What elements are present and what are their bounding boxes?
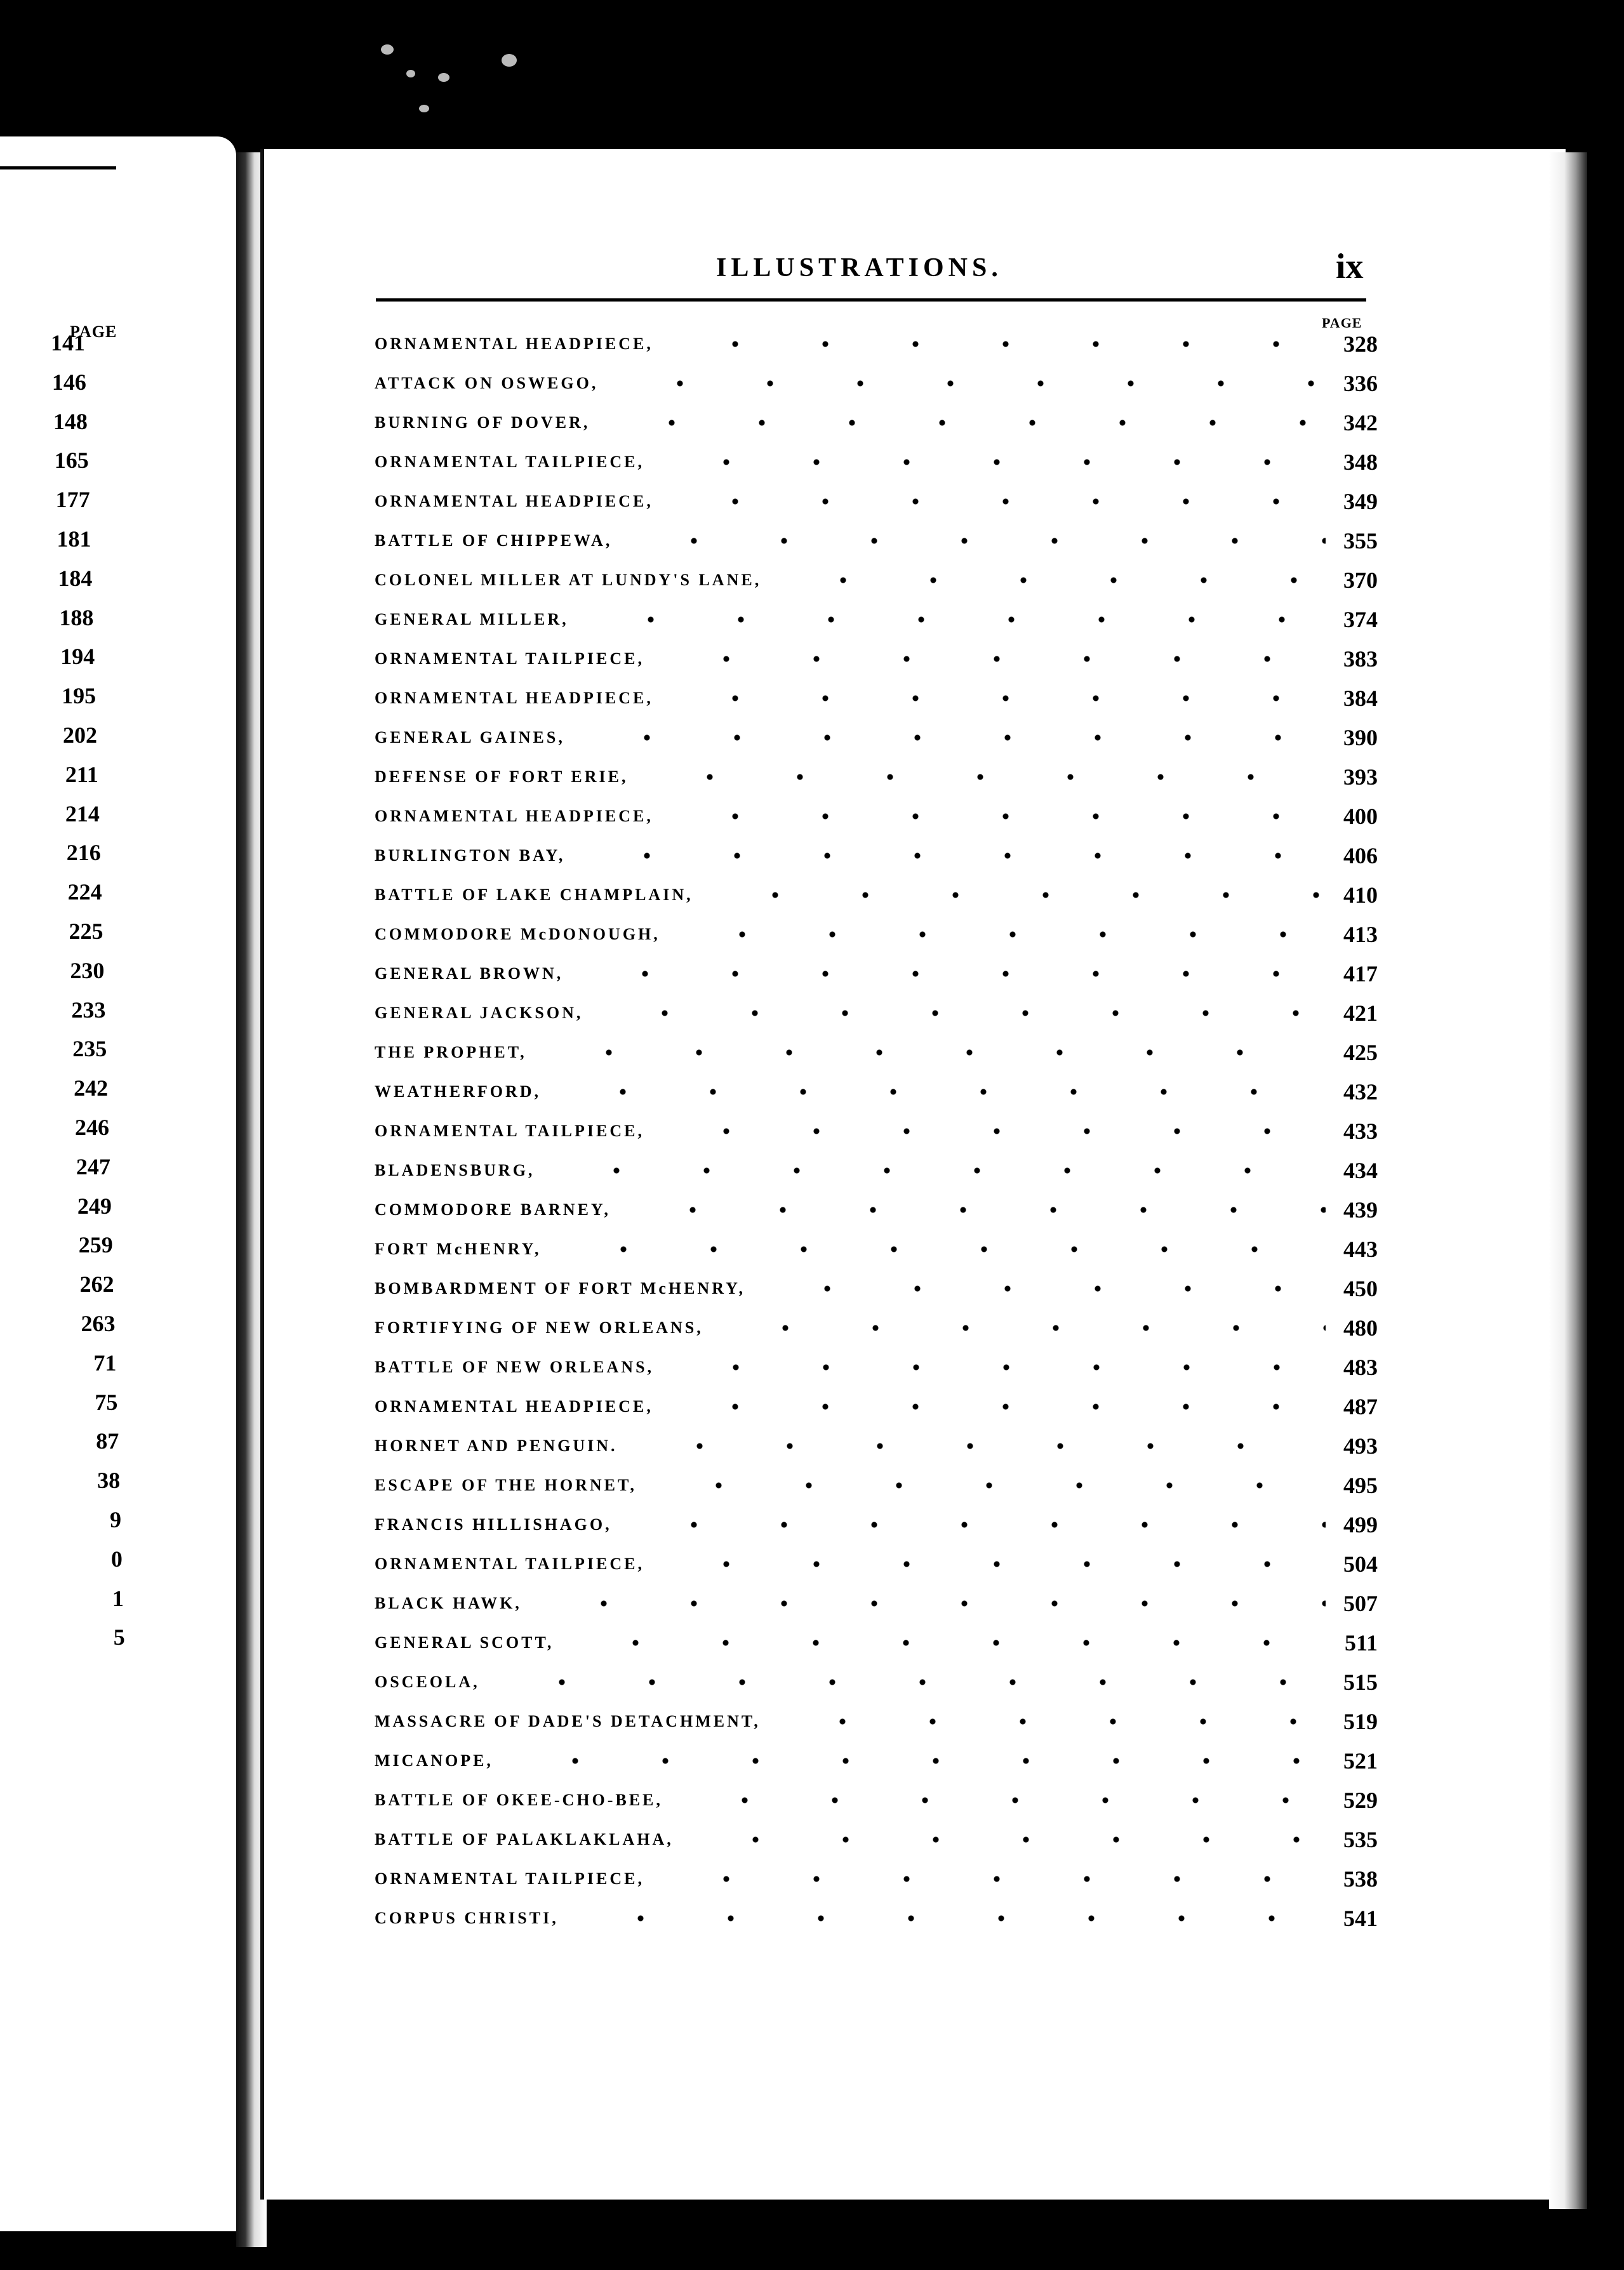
dot-leader <box>609 380 1326 387</box>
dust-speck <box>406 70 415 77</box>
dot-leader <box>565 1640 1326 1646</box>
dot-leader <box>665 813 1326 820</box>
list-item <box>375 482 1378 521</box>
left-page-number-value: 184 <box>58 565 93 591</box>
left-page-number-value: 202 <box>63 722 97 748</box>
left-page-number-value: 1 <box>112 1585 124 1611</box>
illustration-title: OSCEOLA, <box>375 1673 480 1691</box>
list-item <box>375 443 1378 481</box>
left-page-number-value: 0 <box>110 1546 123 1572</box>
left-page-number <box>0 641 95 672</box>
dot-leader <box>623 538 1326 544</box>
left-page-number <box>0 1583 124 1614</box>
dot-leader <box>553 1246 1326 1252</box>
illustration-page: 355 <box>1343 528 1378 554</box>
left-page-number-value: 249 <box>77 1193 112 1219</box>
dot-leader <box>656 459 1326 465</box>
left-page-number-value: 216 <box>66 840 101 866</box>
illustration-title: FORTIFYING OF NEW ORLEANS, <box>375 1318 703 1337</box>
left-page-number <box>0 1112 109 1143</box>
left-page-number-value: 5 <box>113 1624 125 1650</box>
illustration-page: 443 <box>1343 1237 1378 1262</box>
left-page-number <box>0 994 105 1026</box>
illustration-title: BATTLE OF OKEE-CHO-BEE, <box>375 1791 663 1809</box>
list-item <box>375 404 1378 442</box>
illustration-title: BATTLE OF CHIPPEWA, <box>375 531 613 550</box>
left-page-number <box>0 798 100 830</box>
dot-leader <box>665 1404 1326 1410</box>
left-page-number-value: 233 <box>71 997 106 1023</box>
left-page-number-value: 71 <box>93 1350 117 1376</box>
left-page-number <box>0 876 102 908</box>
left-page-number-value: 230 <box>70 957 105 983</box>
dust-speck <box>381 44 394 55</box>
illustration-page: 511 <box>1344 1630 1378 1656</box>
left-page-number-value: 38 <box>97 1468 121 1494</box>
illustration-page: 535 <box>1343 1827 1378 1852</box>
dot-leader <box>576 853 1326 859</box>
list-item <box>375 719 1378 757</box>
list-item <box>375 1506 1378 1544</box>
list-item <box>375 1309 1378 1347</box>
left-page-number-value: 225 <box>69 919 103 944</box>
illustration-title: COMMODORE McDONOUGH, <box>375 925 660 943</box>
illustration-title: GENERAL MILLER, <box>375 610 569 628</box>
illustration-page: 421 <box>1343 1000 1378 1026</box>
dust-speck <box>502 54 517 67</box>
list-item <box>375 837 1378 875</box>
illustration-page: 434 <box>1343 1158 1378 1183</box>
left-page-number <box>0 1621 125 1653</box>
left-page-number-value: 188 <box>59 604 94 630</box>
dot-leader <box>533 1600 1326 1607</box>
dot-leader <box>665 695 1326 701</box>
left-page-number <box>0 1464 120 1496</box>
illustration-page: 410 <box>1343 882 1378 908</box>
left-page-number-value: 181 <box>57 526 91 552</box>
illustration-page: 480 <box>1343 1315 1378 1341</box>
left-page-number <box>0 1425 119 1457</box>
illustration-page: 374 <box>1343 607 1378 632</box>
left-page-number <box>0 1504 121 1536</box>
dot-leader <box>685 1836 1326 1843</box>
illustration-title: WEATHERFORD, <box>375 1082 542 1101</box>
left-page-number-value: 224 <box>67 879 102 905</box>
illustration-title: GENERAL GAINES, <box>375 728 565 747</box>
illustration-page: 406 <box>1343 843 1378 868</box>
dot-leader <box>757 1285 1326 1292</box>
illustration-title: COMMODORE BARNEY, <box>375 1200 611 1219</box>
left-page-number <box>0 1229 113 1261</box>
illustration-page: 507 <box>1343 1591 1378 1616</box>
left-page-number-value: 259 <box>78 1232 113 1258</box>
illustration-title: BATTLE OF PALAKLAKLAHA, <box>375 1830 674 1849</box>
left-page-number-value: 211 <box>65 761 98 787</box>
left-page-number <box>0 366 86 398</box>
left-page-number <box>0 1347 116 1379</box>
list-item <box>375 1466 1378 1504</box>
left-page-column-label: PAGE <box>70 322 117 341</box>
illustration-page: 328 <box>1343 331 1378 357</box>
list-item <box>375 1663 1378 1701</box>
illustration-page: 425 <box>1343 1040 1378 1065</box>
left-page-number-value: 87 <box>96 1428 119 1454</box>
dot-leader <box>715 1325 1326 1331</box>
left-page-number-value: 75 <box>95 1389 118 1415</box>
list-item <box>375 679 1378 717</box>
illustration-page: 342 <box>1343 410 1378 435</box>
illustration-title: GENERAL BROWN, <box>375 964 564 983</box>
illustration-title: ATTACK ON OSWEGO, <box>375 374 599 392</box>
left-page-number <box>0 955 104 986</box>
dust-speck <box>419 105 429 112</box>
left-page-number-value: 9 <box>110 1507 121 1532</box>
illustration-page: 348 <box>1343 449 1378 475</box>
illustration-page: 504 <box>1343 1551 1378 1577</box>
left-page-number-value: 195 <box>62 683 97 709</box>
illustration-title: ORNAMENTAL TAILPIECE, <box>375 1555 644 1573</box>
left-page-number <box>0 1268 114 1300</box>
list-item <box>375 1742 1378 1780</box>
left-page-number-value: 165 <box>54 448 89 474</box>
left-page-number-value: 262 <box>79 1271 114 1298</box>
list-item <box>375 758 1378 796</box>
left-page-number <box>0 327 85 359</box>
running-title: ILLUSTRATIONS. <box>716 253 1002 282</box>
list-item <box>375 1702 1378 1741</box>
left-page-number <box>0 602 93 634</box>
list-item <box>375 1821 1378 1859</box>
illustration-page: 515 <box>1343 1669 1378 1695</box>
illustration-title: ORNAMENTAL TAILPIECE, <box>375 649 644 668</box>
header-rule <box>376 298 1366 302</box>
left-page-number <box>0 1543 123 1575</box>
illustration-title: MASSACRE OF DADE'S DETACHMENT, <box>375 1712 761 1730</box>
dot-leader <box>505 1758 1326 1764</box>
list-item <box>375 1899 1378 1937</box>
illustration-page: 390 <box>1343 725 1378 750</box>
illustration-title: ORNAMENTAL HEADPIECE, <box>375 807 653 825</box>
list-item <box>375 955 1378 993</box>
illustration-title: ORNAMENTAL HEADPIECE, <box>375 335 653 353</box>
left-page-number-value: 141 <box>51 330 85 355</box>
dot-leader <box>623 1522 1326 1528</box>
illustration-page: 439 <box>1343 1197 1378 1223</box>
illustration-page: 487 <box>1343 1394 1378 1419</box>
left-page-number <box>0 484 90 515</box>
list-item <box>375 1427 1378 1465</box>
left-page-number-value: 242 <box>74 1075 109 1101</box>
illustration-page: 383 <box>1343 646 1378 672</box>
illustration-title: ORNAMENTAL HEADPIECE, <box>375 689 653 707</box>
illustration-title: ORNAMENTAL TAILPIECE, <box>375 453 644 471</box>
list-item <box>375 601 1378 639</box>
list-item <box>375 1230 1378 1268</box>
illustration-title: BURLINGTON BAY, <box>375 846 566 865</box>
illustration-page: 384 <box>1343 686 1378 711</box>
illustration-title: ORNAMENTAL TAILPIECE, <box>375 1869 644 1888</box>
list-item <box>375 1388 1378 1426</box>
dot-leader <box>594 1010 1326 1016</box>
left-page-number <box>0 759 98 790</box>
left-page-number-value: 214 <box>65 800 100 826</box>
illustration-page: 336 <box>1343 371 1378 396</box>
list-item <box>375 876 1378 914</box>
list-item <box>375 1545 1378 1583</box>
illustration-title: BURNING OF DOVER, <box>375 413 590 432</box>
dot-leader <box>639 774 1326 780</box>
illustration-title: GENERAL JACKSON, <box>375 1004 583 1022</box>
illustration-page: 450 <box>1343 1276 1378 1301</box>
list-item <box>375 522 1378 560</box>
left-page-number <box>0 1033 107 1065</box>
left-page-number-value: 194 <box>60 644 95 670</box>
illustration-page: 521 <box>1343 1748 1378 1774</box>
dot-leader <box>552 1089 1326 1095</box>
illustration-page: 483 <box>1343 1355 1378 1380</box>
dot-leader <box>772 1718 1326 1725</box>
list-item <box>375 1191 1378 1229</box>
dot-leader <box>656 656 1326 662</box>
illustration-title: DEFENSE OF FORT ERIE, <box>375 767 629 786</box>
left-page-number <box>0 406 88 437</box>
illustration-page: 417 <box>1343 961 1378 986</box>
list-item <box>375 1860 1378 1898</box>
dot-leader <box>674 1797 1326 1803</box>
illustration-page: 413 <box>1343 922 1378 947</box>
dot-leader <box>648 1482 1326 1489</box>
illustration-page: 538 <box>1343 1866 1378 1892</box>
dot-leader <box>601 420 1326 426</box>
illustration-title: BATTLE OF NEW ORLEANS, <box>375 1358 655 1376</box>
dot-leader <box>665 498 1326 505</box>
dot-leader <box>672 931 1326 938</box>
left-page-number-value: 263 <box>81 1311 116 1336</box>
list-item <box>375 1781 1378 1819</box>
list-item <box>375 1152 1378 1190</box>
illustration-page: 493 <box>1343 1433 1378 1459</box>
dot-leader <box>546 1167 1326 1174</box>
left-page-number <box>0 562 92 594</box>
left-page-number <box>0 719 97 751</box>
illustration-page: 432 <box>1343 1079 1378 1105</box>
illustration-page: 519 <box>1343 1709 1378 1734</box>
illustration-page: 400 <box>1343 804 1378 829</box>
list-item <box>375 1270 1378 1308</box>
dot-leader <box>575 971 1326 977</box>
illustration-page: 495 <box>1343 1473 1378 1498</box>
illustration-title: BATTLE OF LAKE CHAMPLAIN, <box>375 886 693 904</box>
list-item <box>375 561 1378 599</box>
page-column-label: PAGE <box>1322 315 1362 331</box>
left-page-number <box>0 444 89 476</box>
illustration-title: BLADENSBURG, <box>375 1161 535 1179</box>
list-item <box>375 1624 1378 1662</box>
page-number: ix <box>1336 247 1364 286</box>
left-page-number <box>0 915 103 947</box>
page-edge <box>1549 152 1587 2209</box>
illustration-title: MICANOPE, <box>375 1751 493 1770</box>
left-page-number <box>0 1072 108 1104</box>
list-item <box>375 364 1378 402</box>
list-item <box>375 915 1378 953</box>
illustration-title: ORNAMENTAL HEADPIECE, <box>375 1397 653 1416</box>
left-page-number-value: 247 <box>76 1153 110 1179</box>
dot-leader <box>656 1876 1326 1882</box>
list-item <box>375 640 1378 678</box>
illustration-page: 499 <box>1343 1512 1378 1537</box>
list-item <box>375 1112 1378 1150</box>
left-page-number <box>0 1190 112 1222</box>
left-page-number <box>0 1386 117 1418</box>
left-page-number <box>0 523 91 555</box>
dot-leader <box>570 1915 1326 1922</box>
illustration-title: FRANCIS HILLISHAGO, <box>375 1515 612 1534</box>
list-item <box>375 1584 1378 1623</box>
illustration-title: BLACK HAWK, <box>375 1594 522 1612</box>
illustration-title: BOMBARDMENT OF FORT McHENRY, <box>375 1279 745 1298</box>
illustration-page: 393 <box>1343 764 1378 790</box>
illustration-page: 541 <box>1343 1906 1378 1931</box>
illustration-title: COLONEL MILLER AT LUNDY'S LANE, <box>375 571 762 589</box>
dot-leader <box>773 577 1326 583</box>
dust-speck <box>438 73 449 82</box>
illustration-page: 433 <box>1343 1118 1378 1144</box>
illustration-title: HORNET AND PENGUIN. <box>375 1437 618 1455</box>
left-page-number-value: 148 <box>53 408 88 434</box>
illustration-title: ESCAPE OF THE HORNET, <box>375 1476 637 1494</box>
dot-leader <box>576 734 1326 741</box>
list-item <box>375 797 1378 835</box>
list-item <box>375 1348 1378 1386</box>
list-item <box>375 994 1378 1032</box>
left-page-number <box>0 1151 110 1183</box>
illustration-title: CORPUS CHRISTI, <box>375 1909 559 1927</box>
left-page-number <box>0 837 101 868</box>
illustration-page: 349 <box>1343 489 1378 514</box>
illustration-title: GENERAL SCOTT, <box>375 1633 554 1652</box>
illustration-page: 529 <box>1343 1788 1378 1813</box>
left-page-number-value: 177 <box>55 487 90 513</box>
illustration-title: FORT McHENRY, <box>375 1240 542 1258</box>
left-page-number-value: 235 <box>72 1036 107 1062</box>
illustration-page: 370 <box>1343 568 1378 593</box>
dot-leader <box>656 1561 1326 1567</box>
left-page-rule <box>0 166 116 169</box>
list-item <box>375 1073 1378 1111</box>
dot-leader <box>580 616 1326 623</box>
dot-leader <box>538 1049 1326 1056</box>
dot-leader <box>665 341 1326 347</box>
illustration-title: ORNAMENTAL HEADPIECE, <box>375 492 653 510</box>
left-page-number <box>0 680 96 712</box>
dot-leader <box>705 892 1326 898</box>
left-page-number-value: 246 <box>75 1115 109 1140</box>
dot-leader <box>656 1128 1326 1134</box>
dot-leader <box>491 1679 1326 1685</box>
list-item <box>375 325 1378 363</box>
list-item <box>375 1033 1378 1072</box>
dot-leader <box>622 1207 1326 1213</box>
illustration-title: ORNAMENTAL TAILPIECE, <box>375 1122 644 1140</box>
left-page-number-value: 146 <box>51 369 86 395</box>
dot-leader <box>629 1443 1326 1449</box>
left-page-number <box>0 1308 116 1339</box>
illustration-title: THE PROPHET, <box>375 1043 527 1061</box>
dot-leader <box>665 1364 1326 1371</box>
